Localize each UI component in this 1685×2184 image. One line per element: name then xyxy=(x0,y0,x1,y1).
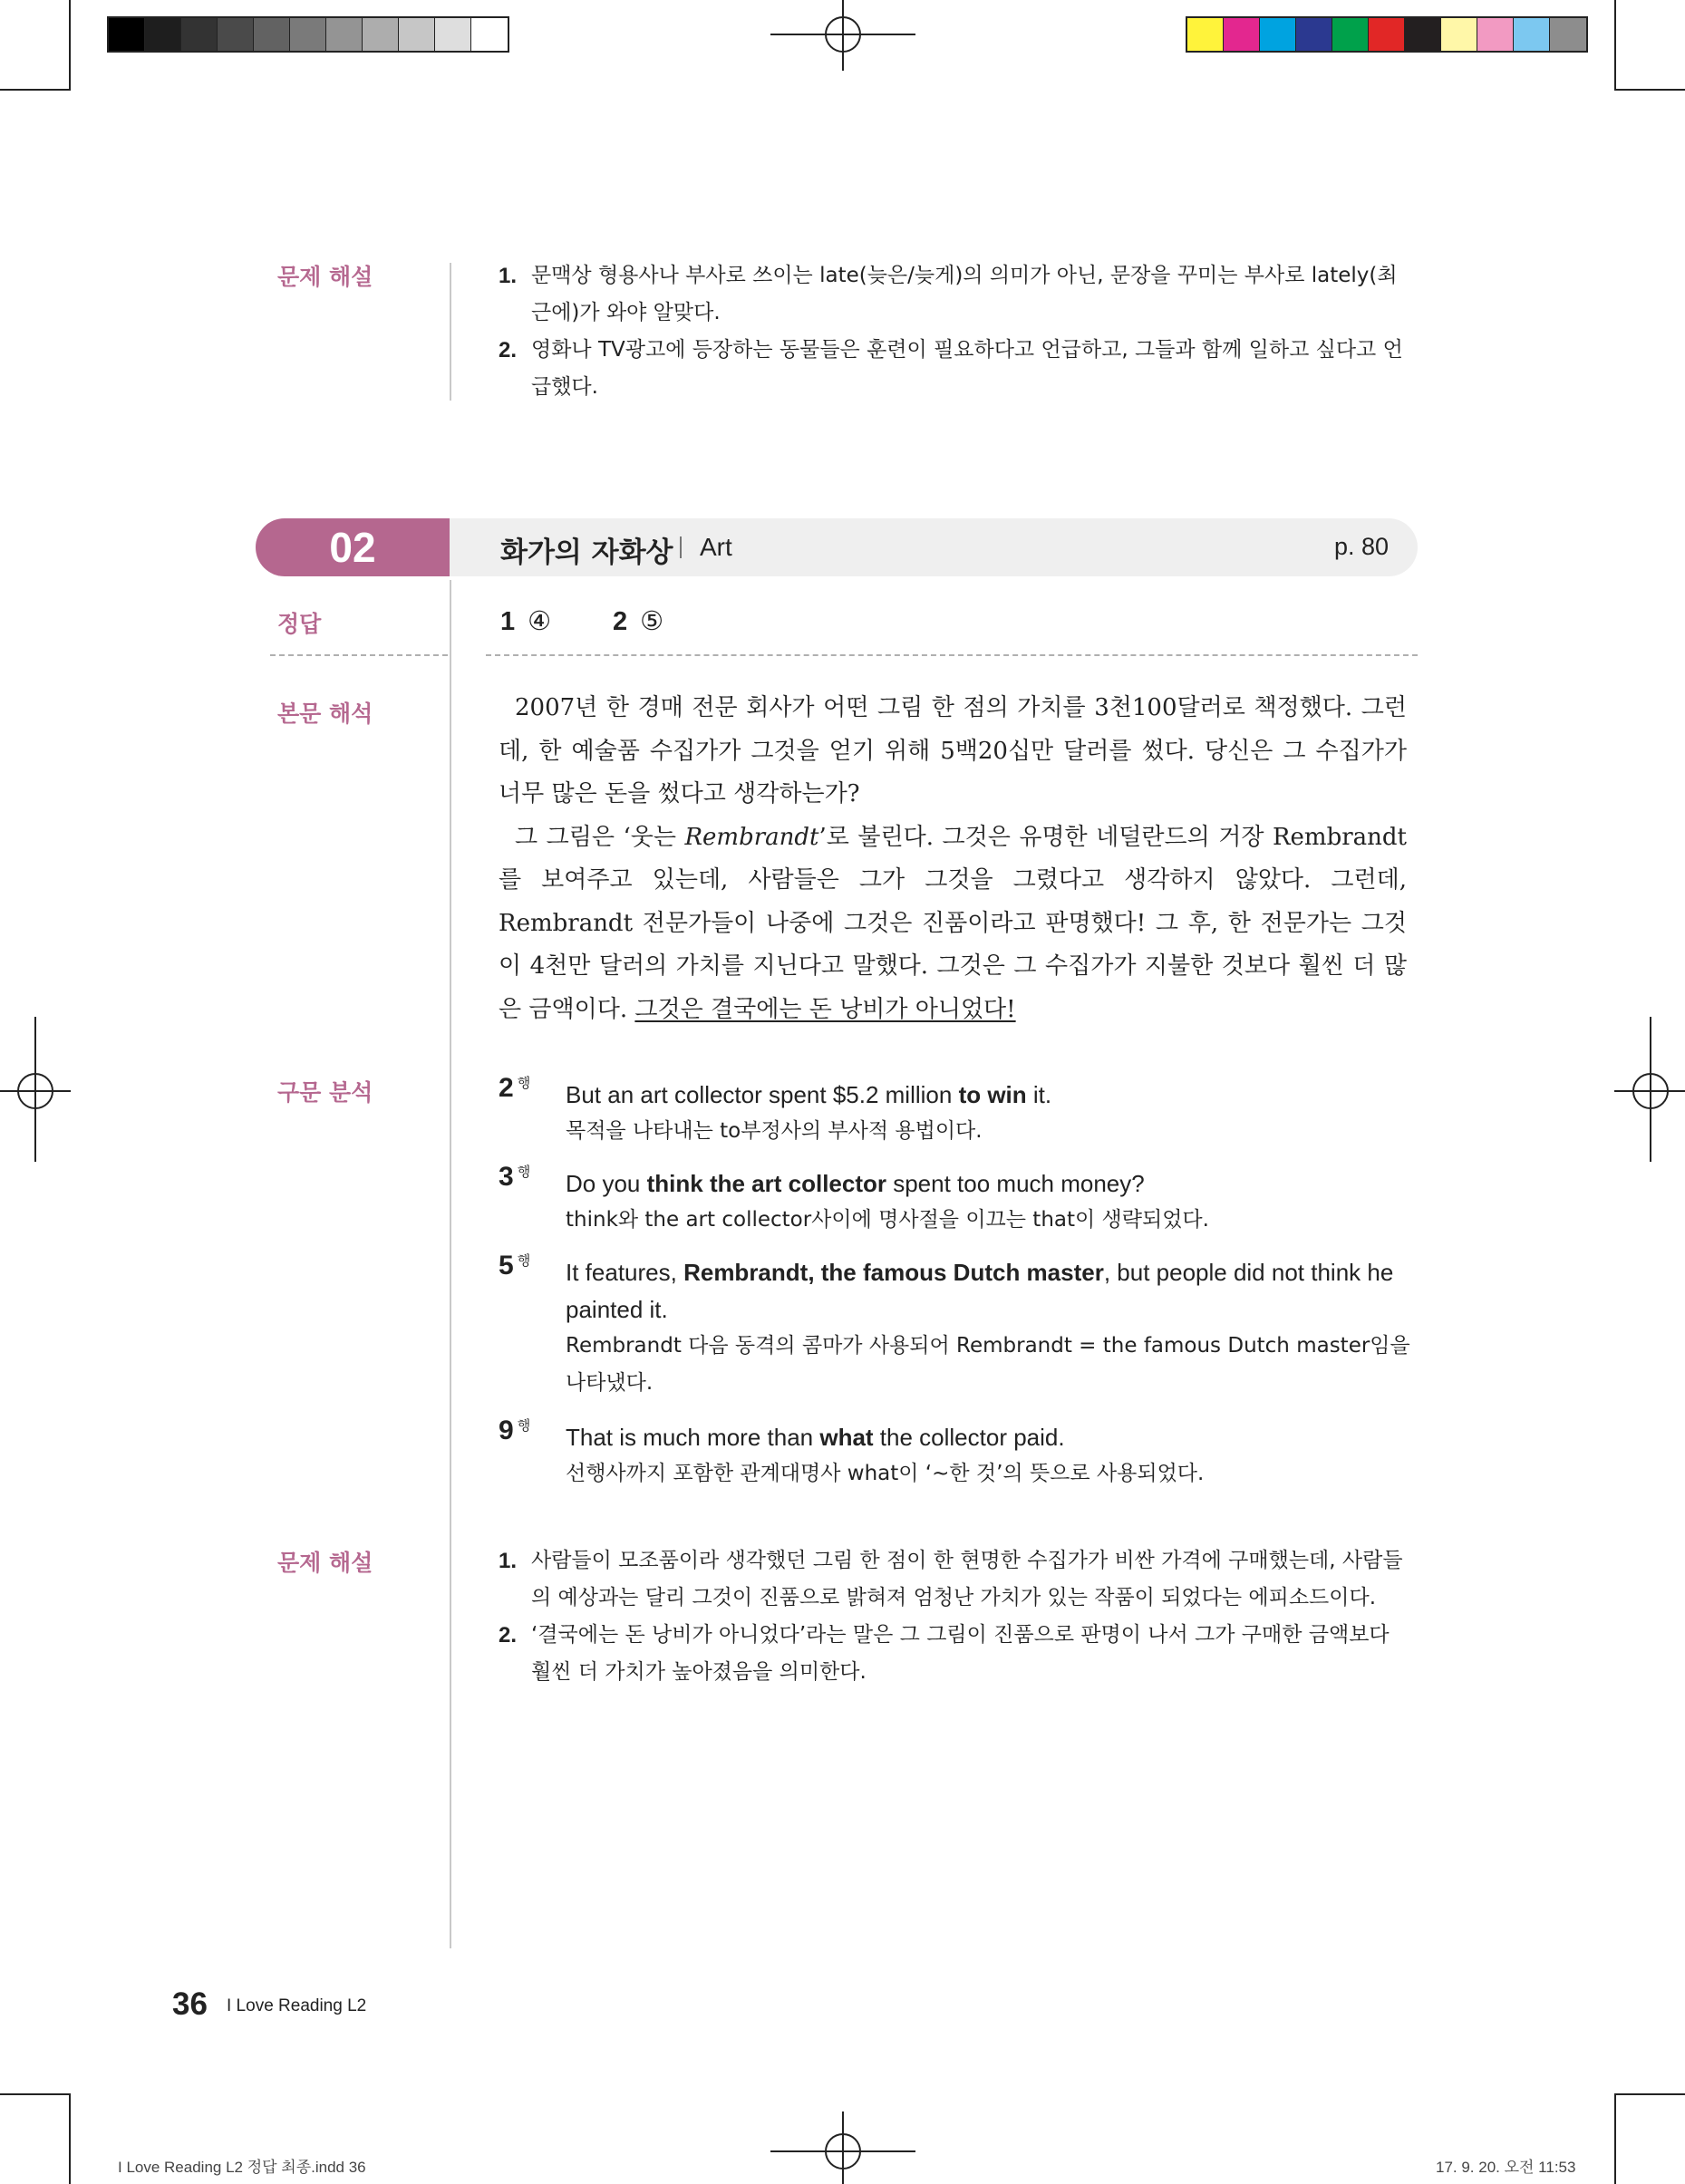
page-reference: p. 80 xyxy=(1334,533,1390,560)
answer-item: 2 ⑤ xyxy=(613,607,664,636)
dashed-divider xyxy=(486,654,1418,656)
color-swatch xyxy=(326,18,363,51)
color-swatch xyxy=(109,18,145,51)
color-swatch xyxy=(290,18,326,51)
color-swatch xyxy=(1369,18,1405,51)
list-item: 2. ‘결국에는 돈 낭비가 아니었다’라는 말은 그 그림이 진품으로 판명이 나서 그가 구매한 금액보다 훨씬 더 가치가 높아졌음을 의미한다. xyxy=(499,1623,1390,1684)
file-slug: I Love Reading L2 정답 최종.indd 36 xyxy=(118,2159,366,2176)
crop-mark xyxy=(1614,2093,1616,2184)
translation-body xyxy=(499,687,1407,1031)
color-swatch xyxy=(363,18,399,51)
grammar-label: 구문 분석 xyxy=(277,1079,373,1106)
color-swatch xyxy=(1514,18,1550,51)
color-swatch xyxy=(1477,18,1514,51)
dashed-divider xyxy=(270,654,448,656)
color-swatch xyxy=(1187,18,1224,51)
color-swatch xyxy=(435,18,471,51)
section-title: 화가의 자화상 xyxy=(500,536,673,569)
print-timestamp: 17. 9. 20. 오전 11:53 xyxy=(1436,2159,1576,2176)
section-number: 02 xyxy=(256,518,450,576)
bottom-problem-label: 문제 해설 xyxy=(277,1550,373,1576)
color-swatch xyxy=(1405,18,1441,51)
divider-line xyxy=(450,654,451,1948)
color-swatch xyxy=(254,18,290,51)
color-swatch xyxy=(1224,18,1260,51)
page-number: 36 xyxy=(172,1986,208,2022)
paragraph: 2007년 한 경매 전문 회사가 어떤 그림 한 점의 가치를 3천100달러로 책정했다. 그런데, 한 예술품 수집가가 그것을 얻기 위해 5백20십만 달러를 썼다. 당신은 그 수집가가 너무 많은 돈을 썼다고 생각하는가? xyxy=(499,694,1407,807)
crop-mark xyxy=(0,2093,71,2095)
crop-mark xyxy=(0,89,71,91)
top-problem-label: 문제 해설 xyxy=(277,264,373,290)
crop-mark xyxy=(69,0,71,91)
answer-item: 1 ④ xyxy=(500,607,552,636)
translation-label: 본문 해석 xyxy=(277,701,373,727)
process-color-bar xyxy=(1186,16,1588,53)
crop-mark xyxy=(69,2093,71,2184)
color-swatch xyxy=(218,18,254,51)
color-swatch xyxy=(145,18,181,51)
crop-mark xyxy=(1614,0,1616,91)
color-swatch xyxy=(1296,18,1332,51)
color-swatch xyxy=(1260,18,1296,51)
crop-mark xyxy=(1614,89,1685,91)
answers-label: 정답 xyxy=(277,611,322,637)
paragraph: 그 그림은 ‘웃는 Rembrandt’로 불린다. 그것은 유명한 네덜란드의 거장 Rembrandt를 보여주고 있는데, 사람들은 그가 그것을 그렸다고 생각하지 않았다. 그런데, Rembrandt 전문가들이 나중에 그것은 진품이라고 판명했다! 그 후, 한 전문가는 그것이 4천만 달러의 가치를 지닌다고 말했다. 그것은 그 수집가가 지불한 것보다 훨씬 더 많은 금액이다. 그것은 결국에는 돈 낭비가 아니었다! xyxy=(499,823,1407,1023)
color-swatch xyxy=(471,18,508,51)
grayscale-color-bar xyxy=(107,16,509,53)
color-swatch xyxy=(181,18,218,51)
color-swatch xyxy=(1550,18,1586,51)
divider xyxy=(680,536,682,558)
crop-mark xyxy=(1614,2093,1685,2095)
list-item: 1. 사람들이 모조품이라 생각했던 그림 한 점이 한 현명한 수집가가 비싼 가격에 구매했는데, 사람들의 예상과는 달리 그것이 진품으로 밝혀져 엄청난 가치가 있는 작품이 되었다는 에피소드이다. xyxy=(499,1549,1403,1609)
divider-line xyxy=(450,580,451,654)
color-swatch xyxy=(1441,18,1477,51)
section-topic: Art xyxy=(700,533,732,561)
book-title: I Love Reading L2 xyxy=(227,1996,367,2015)
list-item: 2. 영화나 TV광고에 등장하는 동물들은 훈련이 필요하다고 언급하고, 그들과 함께 일하고 싶다고 언급했다. xyxy=(499,338,1403,399)
color-swatch xyxy=(1332,18,1369,51)
divider-line xyxy=(450,263,451,401)
color-swatch xyxy=(399,18,435,51)
list-item: 1. 문맥상 형용사나 부사로 쓰이는 late(늦은/늦게)의 의미가 아닌, 문장을 꾸미는 부사로 lately(최근에)가 와야 알맞다. xyxy=(499,264,1398,324)
